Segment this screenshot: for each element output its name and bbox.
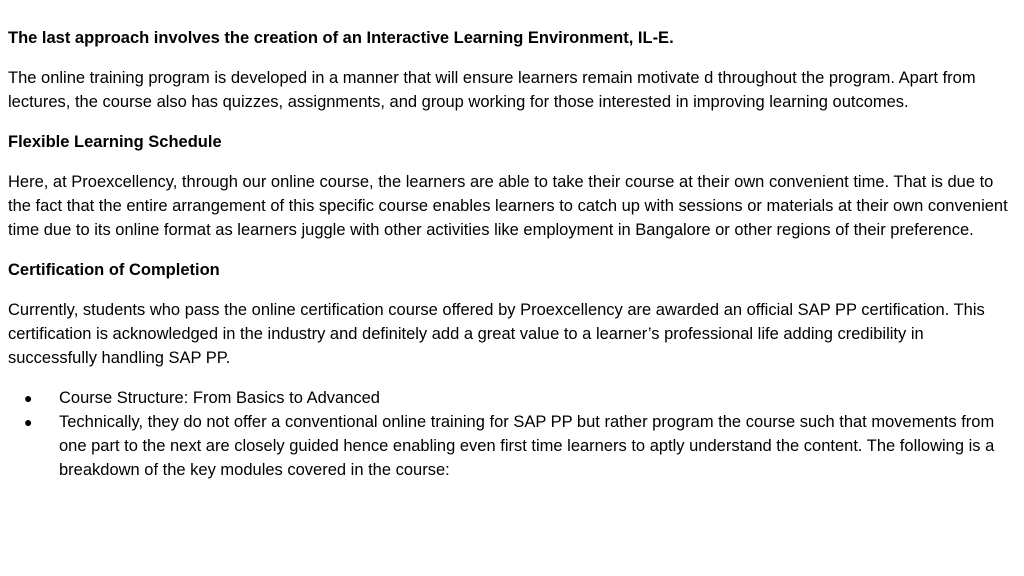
flexible-schedule-paragraph: Here, at Proexcellency, through our online course, the learners are able to take their course at their own convenient time. That is due to the fact that the entire arrangement of this specific course enables learners to catch up with sessions or materials at their own convenient time due to its online format as learners juggle with other activities like employment in Bangalore or other regions of their preference. (8, 173, 1008, 239)
bullet-list (8, 386, 1016, 482)
list-item-text: Course Structure: From Basics to Advanced (59, 389, 380, 407)
bullet-icon: ● (24, 390, 33, 406)
list-item-text: Technically, they do not offer a conventional online training for SAP PP but rather program the course such that movements from one part to the next are closely guided hence enabling even first time learners to aptly understand the content. The following is a breakdown of the key modules covered in the course: (59, 413, 995, 479)
intro-paragraph: The online training program is developed in a manner that will ensure learners remain motivate d throughout the program. Apart from lectures, the course also has quizzes, assignments, and group working for those interested in improving learning outcomes. (8, 69, 976, 111)
certification-heading: Certification of Completion (8, 261, 220, 279)
bullet-icon: ● (24, 414, 33, 430)
flexible-schedule-heading: Flexible Learning Schedule (8, 133, 222, 151)
intro-heading: The last approach involves the creation of an Interactive Learning Environment, IL-E. (8, 29, 674, 47)
list-item (8, 386, 1016, 410)
list-item (8, 410, 1016, 482)
certification-paragraph: Currently, students who pass the online certification course offered by Proexcellency are awarded an official SAP PP certification. This certification is acknowledged in the industry and definitely add a great value to a learner’s professional life adding credibility in successfully handling SAP PP. (8, 301, 985, 367)
